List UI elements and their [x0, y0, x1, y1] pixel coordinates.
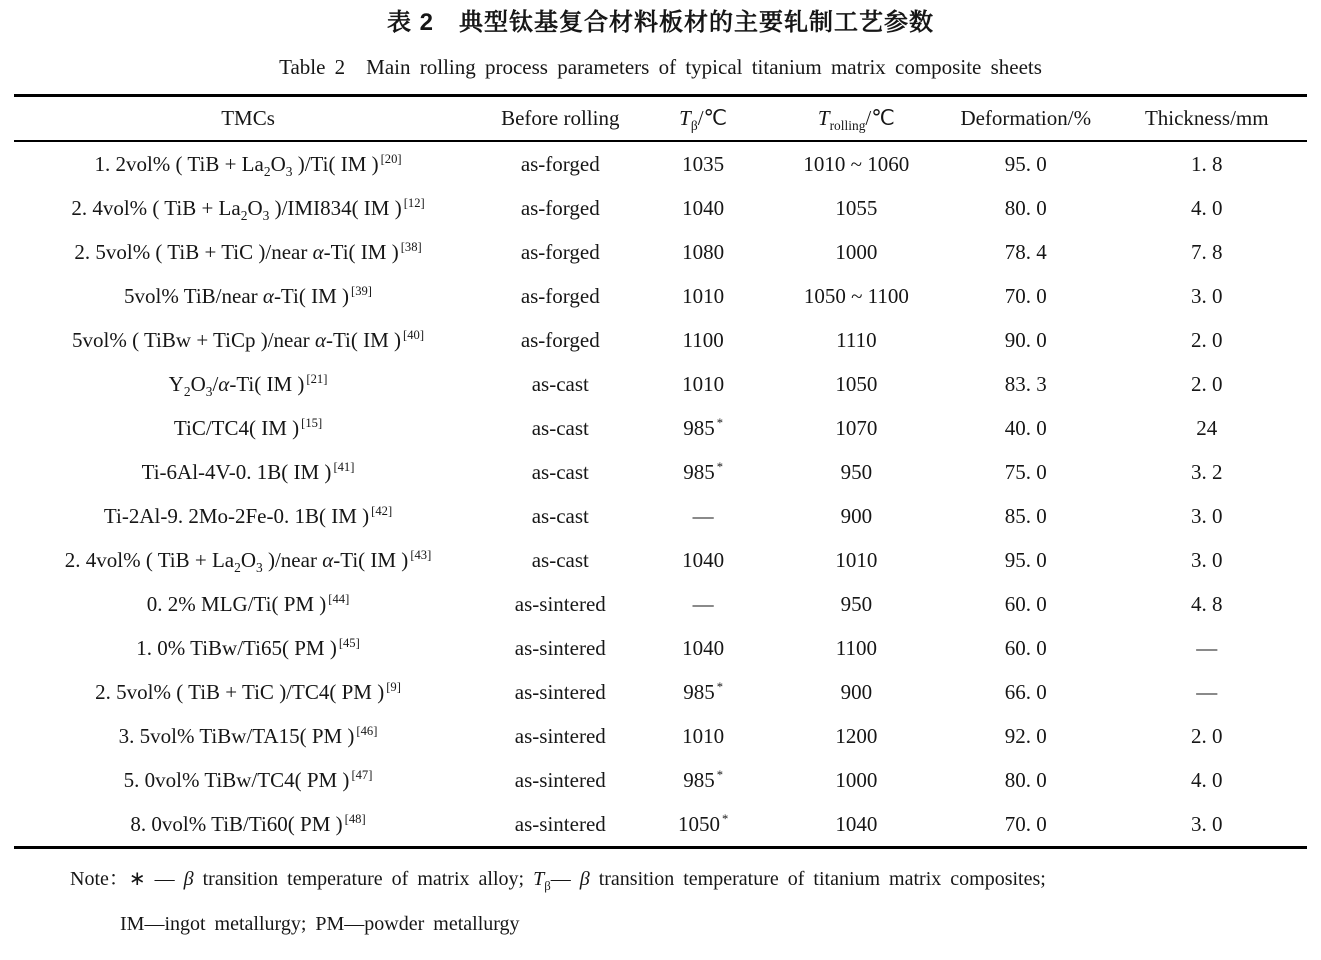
cell-t-beta: 985 * [683, 459, 724, 484]
cell-t-beta: 1040 [682, 635, 725, 660]
cell-before-rolling: as-forged [520, 283, 600, 308]
cell-thickness: 4. 8 [1191, 591, 1223, 616]
col-header-deformation: Deformation/% [945, 96, 1107, 142]
cell-thickness: 2. 0 [1191, 327, 1223, 352]
cell-deformation: 78. 4 [1004, 239, 1047, 264]
cell-t-beta: 1010 [682, 283, 725, 308]
cell-before-rolling: as-forged [520, 151, 600, 176]
table-row [14, 318, 1307, 362]
cell-thickness: 2. 0 [1191, 723, 1223, 748]
cell-t-beta: 1035 [682, 151, 725, 176]
cell-thickness: 3. 0 [1191, 503, 1223, 528]
cell-deformation: 70. 0 [1004, 811, 1047, 836]
cell-thickness: — [1196, 635, 1218, 660]
cell-before-rolling: as-cast [531, 547, 589, 572]
cell-t-rolling: 1010 [835, 547, 878, 572]
col-header-thickness: Thickness/mm [1107, 96, 1307, 142]
cell-deformation: 95. 0 [1004, 151, 1047, 176]
cell-t-rolling: 1010 ~ 1060 [803, 151, 910, 176]
cell-thickness: 7. 8 [1191, 239, 1223, 264]
cell-thickness: 1. 8 [1191, 151, 1223, 176]
cell-thickness: 3. 0 [1191, 811, 1223, 836]
cell-thickness: 2. 0 [1191, 371, 1223, 396]
note-line-2: IM—ingot metallurgy; PM—powder metallurgy [120, 913, 520, 935]
cell-before-rolling: as-cast [531, 459, 589, 484]
table-row [14, 714, 1307, 758]
table-row [14, 582, 1307, 626]
cell-t-beta: 1040 [682, 547, 725, 572]
table-row [14, 186, 1307, 230]
cell-before-rolling: as-cast [531, 415, 589, 440]
cell-thickness: 3. 0 [1191, 547, 1223, 572]
cell-tmcs: 0. 2% MLG/Ti( PM ) [44] [146, 591, 350, 616]
cell-deformation: 83. 3 [1004, 371, 1047, 396]
table-note [14, 857, 1307, 947]
cell-t-rolling: 900 [840, 679, 873, 704]
cell-deformation: 80. 0 [1004, 767, 1047, 792]
cell-thickness: 3. 2 [1191, 459, 1223, 484]
cell-t-beta: — [692, 591, 714, 616]
col-header-t-rolling: $T_{rolling}/℃$ [768, 96, 945, 142]
cell-tmcs: TiC/TC4( IM ) [15] [173, 415, 323, 440]
cell-t-beta: 1080 [682, 239, 725, 264]
cell-t-rolling: 950 [840, 459, 873, 484]
cell-deformation: 60. 0 [1004, 635, 1047, 660]
table-row [14, 670, 1307, 714]
cell-thickness: 3. 0 [1191, 283, 1223, 308]
col-header-t-beta: $T_\beta/℃$ [639, 96, 768, 142]
cell-t-rolling: 950 [840, 591, 873, 616]
cell-t-beta: 1040 [682, 195, 725, 220]
cell-tmcs: 1. 0% TiBw/Ti65( PM ) [45] [136, 635, 360, 660]
cell-t-rolling: 1055 [835, 195, 878, 220]
cell-t-rolling: 1000 [835, 239, 878, 264]
table-row [14, 362, 1307, 406]
cell-tmcs: 5. 0vol% TiBw/TC4( PM ) [47] [123, 767, 373, 792]
cell-before-rolling: as-forged [520, 239, 600, 264]
cell-before-rolling: as-sintered [514, 767, 606, 792]
cell-before-rolling: as-forged [520, 195, 600, 220]
cell-t-beta: 1010 [682, 723, 725, 748]
cell-thickness: — [1196, 679, 1218, 704]
cell-t-beta: 1050 * [678, 811, 729, 836]
cell-thickness: 24 [1196, 415, 1218, 440]
cell-tmcs: Ti-2Al-9. 2Mo-2Fe-0. 1B( IM ) [42] [103, 503, 393, 528]
cell-t-beta: 985 * [683, 679, 724, 704]
cell-t-rolling: 1050 ~ 1100 [803, 283, 909, 308]
cell-before-rolling: as-sintered [514, 811, 606, 836]
cell-tmcs: 5vol% ( TiBw + TiCp )/near α-Ti( IM ) [40] [72, 327, 425, 352]
cell-thickness: 4. 0 [1191, 767, 1223, 792]
col-header-before-rolling: Before rolling [482, 96, 638, 142]
cell-before-rolling: as-sintered [514, 591, 606, 616]
cell-t-beta: 985 * [683, 415, 724, 440]
cell-before-rolling: as-sintered [514, 679, 606, 704]
cell-before-rolling: as-sintered [514, 723, 606, 748]
cell-tmcs: 2. 4vol% ( TiB + $La_2O_3$ )/IMI834( IM ) [12] [71, 195, 425, 223]
col-header-tmcs: TMCs [14, 96, 482, 142]
table-row [14, 538, 1307, 582]
cell-t-rolling: 1100 [835, 635, 877, 660]
cell-tmcs: 8. 0vol% TiB/Ti60( PM ) [48] [130, 811, 366, 836]
cell-t-rolling: 1070 [835, 415, 878, 440]
cell-before-rolling: as-cast [531, 371, 589, 396]
cell-t-rolling: 900 [840, 503, 873, 528]
table-row [14, 494, 1307, 538]
cell-tmcs: 5vol% TiB/near α-Ti( IM ) [39] [124, 283, 372, 308]
table-row [14, 406, 1307, 450]
cell-deformation: 92. 0 [1004, 723, 1047, 748]
cell-before-rolling: as-sintered [514, 635, 606, 660]
table-header [14, 96, 1307, 142]
table-row [14, 758, 1307, 802]
cell-tmcs: 3. 5vol% TiBw/TA15( PM ) [46] [118, 723, 378, 748]
cell-thickness: 4. 0 [1191, 195, 1223, 220]
cell-t-rolling: 1110 [836, 327, 877, 352]
table-row [14, 230, 1307, 274]
cell-tmcs: $Y_2O_3/\alpha-Ti$( IM ) [21] [168, 371, 328, 399]
cell-t-beta: 1010 [682, 371, 725, 396]
cell-t-beta: — [692, 503, 714, 528]
cell-tmcs: 2. 5vol% ( TiB + TiC )/near α-Ti( IM ) [38] [74, 239, 422, 264]
table-row [14, 626, 1307, 670]
cell-before-rolling: as-cast [531, 503, 589, 528]
cell-t-rolling: 1200 [835, 723, 878, 748]
cell-deformation: 66. 0 [1004, 679, 1047, 704]
cell-tmcs: 1. 2vol% ( TiB + $La_2O_3$ )/Ti( IM ) [20] [94, 151, 402, 179]
cell-deformation: 40. 0 [1004, 415, 1047, 440]
cell-tmcs: 2. 4vol% ( TiB + $La_2O_3$ )/near α-Ti( IM ) [43] [64, 547, 432, 575]
table-body [14, 141, 1307, 848]
cell-t-rolling: 1040 [835, 811, 878, 836]
cell-deformation: 60. 0 [1004, 591, 1047, 616]
table-row [14, 274, 1307, 318]
cell-deformation: 90. 0 [1004, 327, 1047, 352]
note-line-1: Note：∗ — β transition temperature of matrix alloy; $T_\beta—$ β transition temperature of titanium matrix composites; [70, 868, 1046, 893]
cell-before-rolling: as-forged [520, 327, 600, 352]
table-title-chinese: 表 2 典型钛基复合材料板材的主要轧制工艺参数 [386, 9, 934, 36]
cell-t-beta: 985 * [683, 767, 724, 792]
table-title-english: Table 2 Main rolling process parameters of typical titanium matrix composite sheets [279, 55, 1042, 79]
table-header-row [14, 96, 1307, 142]
rolling-parameters-table [14, 94, 1307, 849]
cell-deformation: 95. 0 [1004, 547, 1047, 572]
cell-deformation: 75. 0 [1004, 459, 1047, 484]
table-row [14, 141, 1307, 186]
cell-tmcs: Ti-6Al-4V-0. 1B( IM ) [41] [141, 459, 355, 484]
cell-deformation: 85. 0 [1004, 503, 1047, 528]
cell-t-rolling: 1000 [835, 767, 878, 792]
table-row [14, 450, 1307, 494]
cell-tmcs: 2. 5vol% ( TiB + TiC )/TC4( PM ) [9] [95, 679, 401, 704]
cell-t-rolling: 1050 [835, 371, 878, 396]
cell-t-beta: 1100 [682, 327, 724, 352]
cell-deformation: 80. 0 [1004, 195, 1047, 220]
table-row [14, 802, 1307, 848]
cell-deformation: 70. 0 [1004, 283, 1047, 308]
